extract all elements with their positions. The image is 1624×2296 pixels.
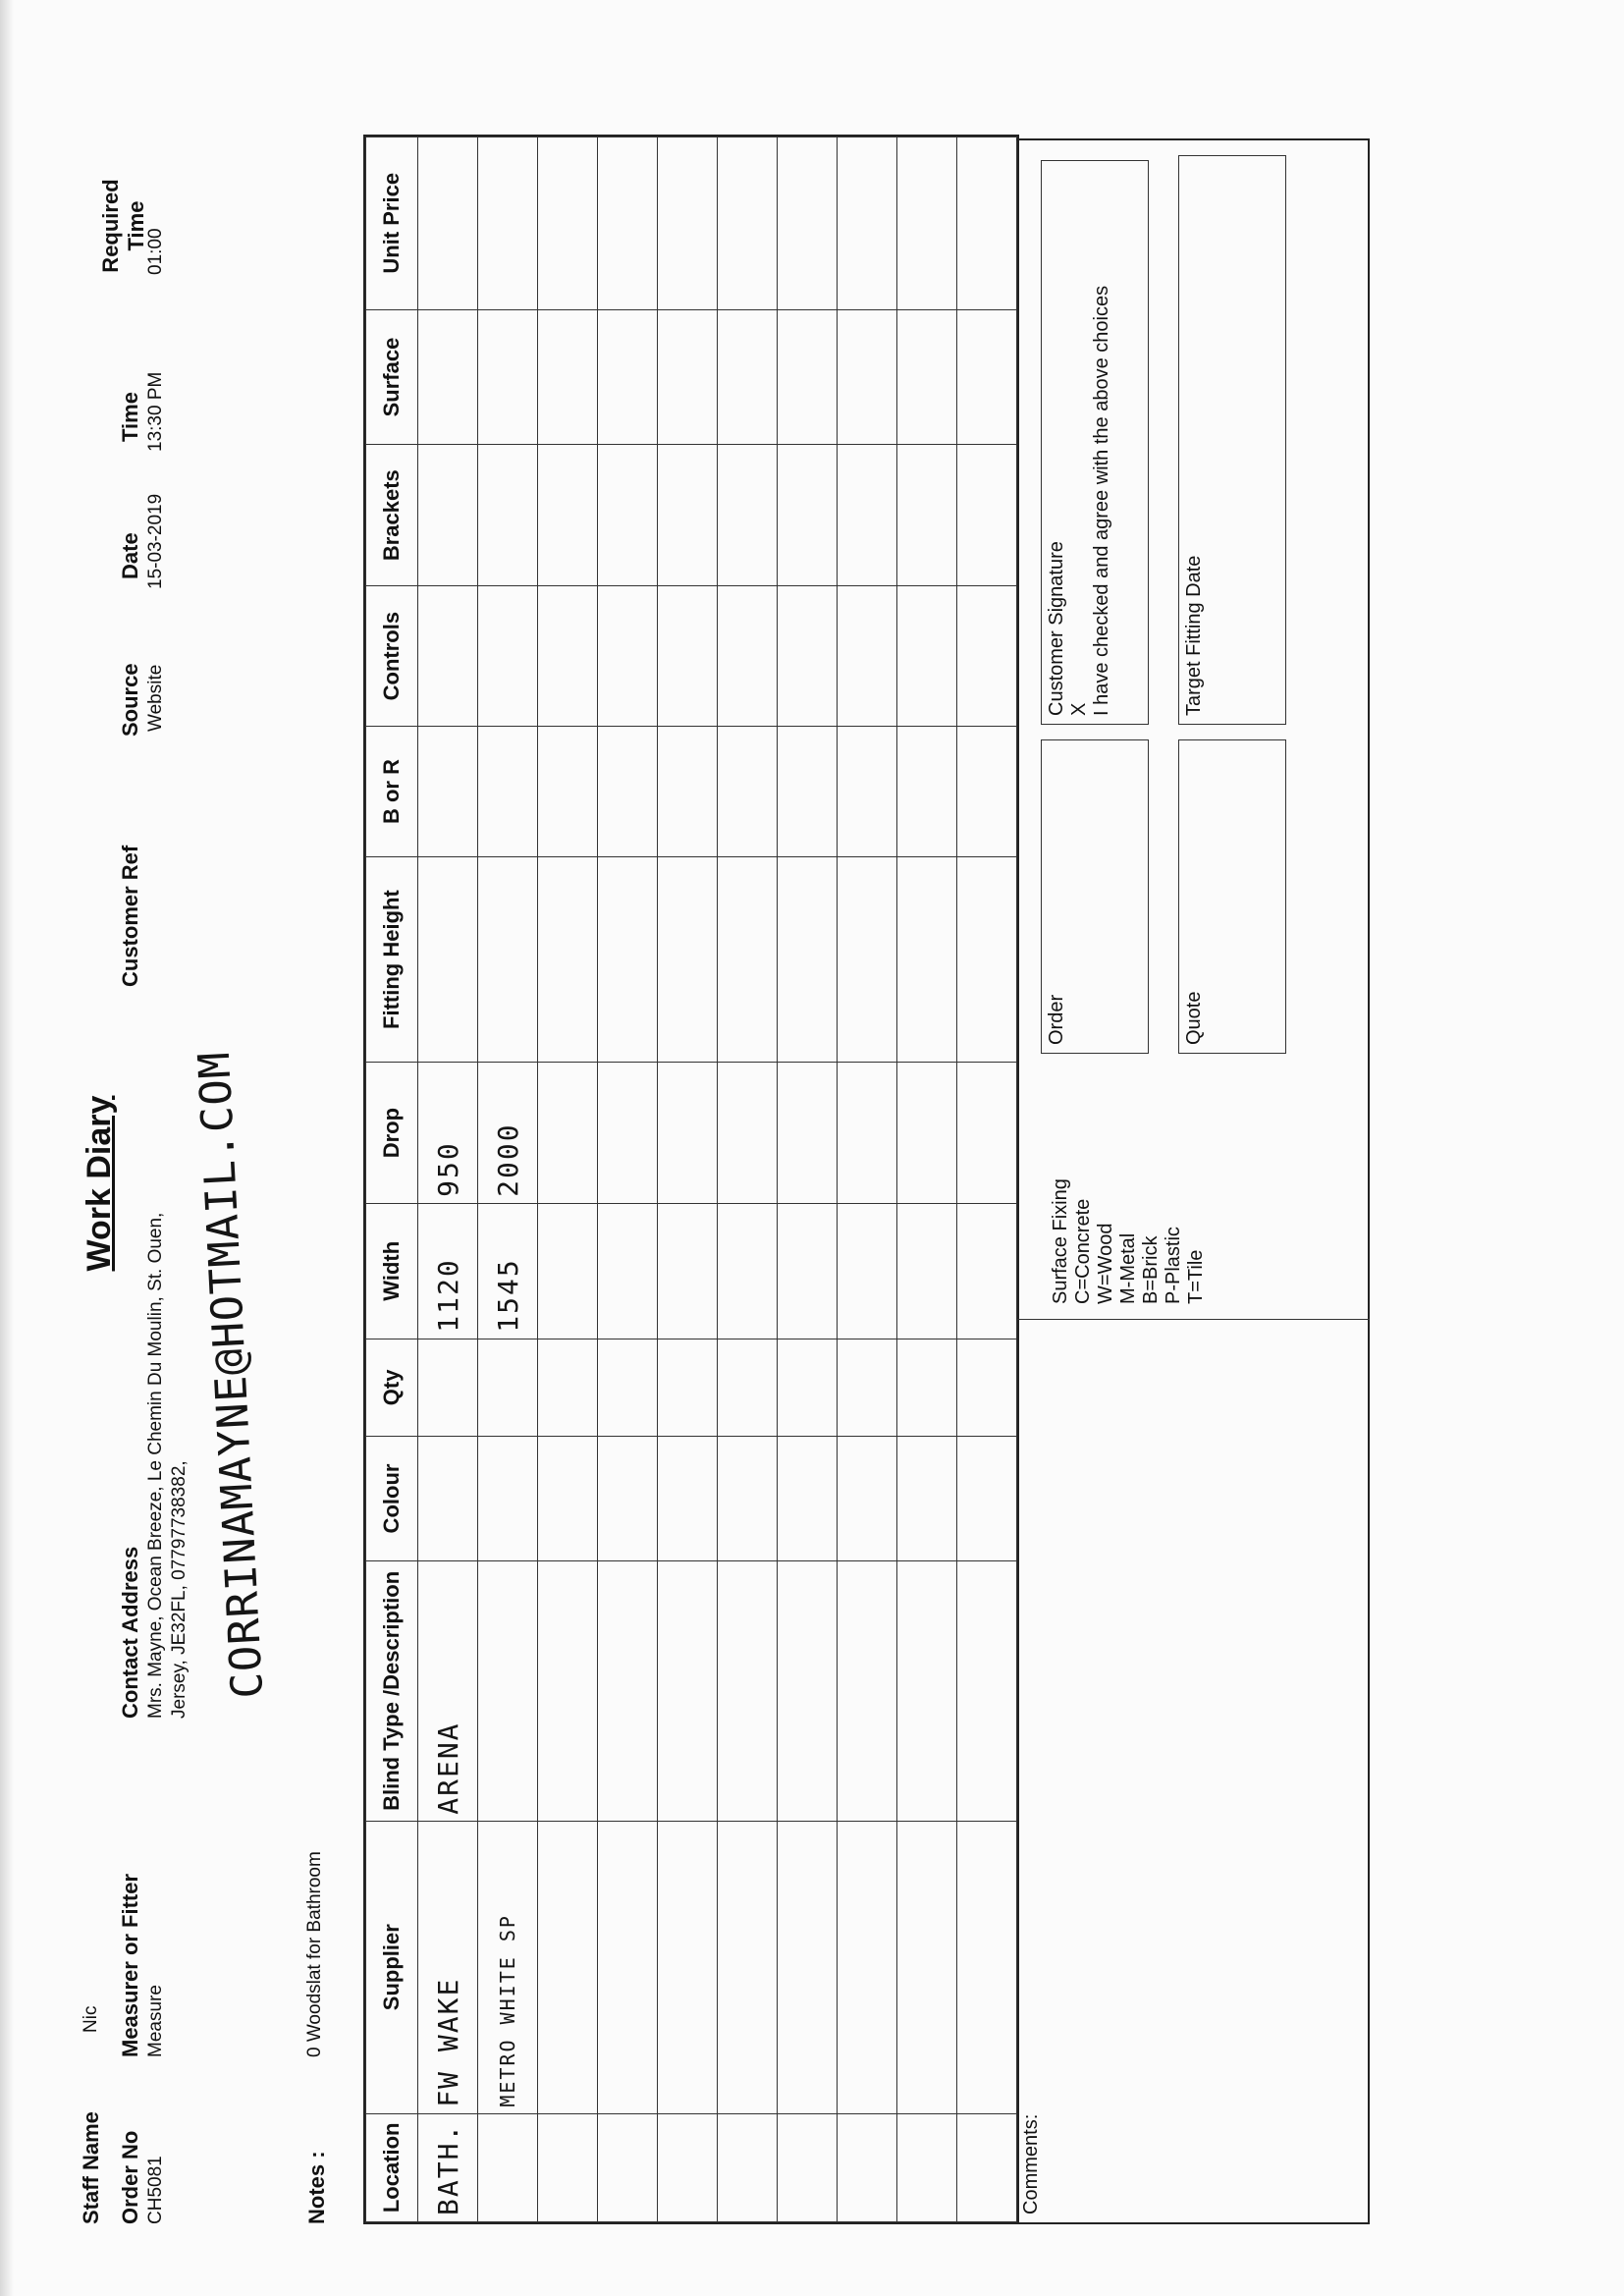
table-cell[interactable] (957, 1560, 1017, 1821)
table-cell[interactable] (538, 445, 598, 585)
contact-address-line1: Mrs. Mayne, Ocean Breeze, Le Chemin Du Moulin, St. Ouen, (145, 1212, 166, 1719)
table-cell[interactable] (718, 137, 778, 310)
table-cell[interactable] (897, 1063, 957, 1203)
table-cell[interactable] (778, 1821, 838, 2113)
table-cell[interactable]: ARENA (418, 1560, 478, 1821)
table-row (658, 137, 718, 2222)
table-cell[interactable] (658, 1821, 718, 2113)
table-cell[interactable] (778, 1063, 838, 1203)
table-cell[interactable] (598, 309, 658, 445)
table-cell[interactable] (838, 727, 897, 856)
table-cell[interactable] (838, 137, 897, 310)
table-cell[interactable] (538, 1063, 598, 1203)
column-header: Width (366, 1203, 418, 1339)
table-row (778, 137, 838, 2222)
order-label: Order (1046, 994, 1067, 1045)
order-no-label: Order No (118, 2130, 142, 2224)
table-cell[interactable] (598, 1063, 658, 1203)
table-cell[interactable] (897, 1203, 957, 1339)
table-cell[interactable] (957, 1063, 1017, 1203)
surface-fixing-legend (1046, 1125, 1291, 1312)
surface-fixing-metal: M-Metal (1117, 1232, 1139, 1304)
table-cell[interactable] (718, 1063, 778, 1203)
table-cell[interactable] (897, 137, 957, 310)
date-value: 15-03-2019 (145, 493, 166, 589)
order-box[interactable] (1041, 739, 1149, 1054)
table-cell[interactable] (598, 727, 658, 856)
column-header: Location (366, 2113, 418, 2221)
table-cell[interactable] (838, 856, 897, 1063)
column-header: Unit Price (366, 137, 418, 310)
table-cell[interactable] (897, 309, 957, 445)
table-cell[interactable]: BATH. (418, 2113, 478, 2221)
table-cell[interactable] (897, 1560, 957, 1821)
table-cell[interactable] (838, 445, 897, 585)
table-cell[interactable]: 2000 (478, 1063, 538, 1203)
table-cell[interactable]: 1120 (418, 1203, 478, 1339)
table-cell[interactable] (838, 2113, 897, 2221)
table-cell[interactable] (897, 1821, 957, 2113)
table-cell[interactable] (897, 727, 957, 856)
table-row (478, 137, 538, 2222)
order-no-value: CH5081 (145, 2156, 166, 2224)
comments-label: Comments: (1020, 2113, 1042, 2214)
column-header: Supplier (366, 1821, 418, 2113)
table-cell[interactable] (838, 1203, 897, 1339)
source-label: Source (118, 663, 142, 737)
column-header: B or R (366, 727, 418, 856)
table-cell[interactable] (718, 1560, 778, 1821)
table-cell[interactable] (658, 1203, 718, 1339)
table-cell[interactable] (418, 856, 478, 1063)
table-cell[interactable] (478, 2113, 538, 2221)
table-cell[interactable] (897, 445, 957, 585)
staff-name-value: Nic (81, 2005, 101, 2033)
signature-mark: X (1068, 702, 1090, 716)
table-cell[interactable] (718, 585, 778, 726)
table-cell[interactable] (957, 137, 1017, 310)
table-cell[interactable] (718, 1339, 778, 1436)
surface-fixing-brick: B=Brick (1140, 1235, 1162, 1304)
surface-fixing-wood: W=Wood (1095, 1223, 1116, 1304)
surface-fixing-tile: T=Tile (1185, 1249, 1207, 1304)
table-cell[interactable] (778, 2113, 838, 2221)
table-cell[interactable] (718, 1203, 778, 1339)
table-cell[interactable] (658, 1339, 718, 1436)
table-cell[interactable] (897, 2113, 957, 2221)
page-title: Work Diary (81, 1095, 118, 1272)
table-cell[interactable] (478, 1560, 538, 1821)
table-cell[interactable] (478, 585, 538, 726)
table-cell[interactable] (418, 445, 478, 585)
column-header: Fitting Height (366, 856, 418, 1063)
table-cell[interactable] (598, 137, 658, 310)
table-cell[interactable] (838, 1437, 897, 1561)
table-cell[interactable] (418, 1437, 478, 1561)
column-header: Blind Type /Description (366, 1560, 418, 1821)
table-cell[interactable] (478, 1437, 538, 1561)
table-cell[interactable] (957, 309, 1017, 445)
table-cell[interactable] (778, 1203, 838, 1339)
table-cell[interactable] (957, 445, 1017, 585)
table-cell[interactable] (957, 727, 1017, 856)
table-cell[interactable] (598, 585, 658, 726)
table-cell[interactable]: 950 (418, 1063, 478, 1203)
table-cell[interactable] (598, 445, 658, 585)
table-cell[interactable] (418, 137, 478, 310)
table-cell[interactable] (718, 1821, 778, 2113)
table-cell[interactable] (598, 856, 658, 1063)
table-cell[interactable] (778, 1560, 838, 1821)
table-cell[interactable] (957, 585, 1017, 726)
table-cell[interactable] (897, 1339, 957, 1436)
table-cell[interactable] (538, 727, 598, 856)
table-cell[interactable] (957, 1437, 1017, 1561)
table-cell[interactable] (598, 1203, 658, 1339)
table-cell[interactable] (897, 1437, 957, 1561)
table-cell[interactable] (658, 856, 718, 1063)
scan-edge-shading (0, 0, 14, 2296)
customer-signature-label: Customer Signature (1046, 541, 1067, 716)
table-cell[interactable] (957, 1339, 1017, 1436)
table-cell[interactable] (658, 1063, 718, 1203)
table-cell[interactable] (897, 856, 957, 1063)
table-cell[interactable] (538, 137, 598, 310)
table-cell[interactable] (598, 1437, 658, 1561)
measurer-label: Measurer or Fitter (118, 1873, 142, 2057)
table-cell[interactable]: METRO WHITE SP (478, 1821, 538, 2113)
contact-address-line2: Jersey, JE32FL, 07797738382, (169, 1460, 189, 1719)
contact-address-label: Contact Address (118, 1546, 142, 1719)
table-cell[interactable] (838, 309, 897, 445)
table-cell[interactable] (538, 309, 598, 445)
table-cell[interactable] (598, 1560, 658, 1821)
table-cell[interactable] (718, 2113, 778, 2221)
table-cell[interactable]: FW WAKE (418, 1821, 478, 2113)
table-row (538, 137, 598, 2222)
notes-label: Notes : (304, 2151, 329, 2224)
target-fitting-date-box[interactable] (1178, 155, 1286, 725)
surface-fixing-plastic: P-Plastic (1163, 1227, 1184, 1304)
line-items-table (363, 135, 1019, 2224)
table-cell[interactable] (778, 1437, 838, 1561)
agreement-text: I have checked and agree with the above choices (1091, 285, 1112, 716)
table-cell[interactable] (778, 445, 838, 585)
table-cell[interactable] (418, 309, 478, 445)
table-cell[interactable] (718, 445, 778, 585)
table-cell[interactable] (658, 445, 718, 585)
customer-signature-box[interactable] (1041, 160, 1149, 725)
table-cell[interactable] (718, 1437, 778, 1561)
table-cell[interactable] (478, 309, 538, 445)
time-label: Time (118, 392, 142, 442)
table-cell[interactable] (538, 2113, 598, 2221)
column-header: Controls (366, 585, 418, 726)
table-cell[interactable] (538, 585, 598, 726)
time-value: 13:30 PM (145, 371, 166, 452)
table-cell[interactable] (778, 137, 838, 310)
table-cell[interactable] (897, 585, 957, 726)
table-cell[interactable] (778, 585, 838, 726)
surface-fixing-concrete: C=Concrete (1072, 1198, 1094, 1304)
table-cell[interactable] (658, 1560, 718, 1821)
table-row (418, 137, 478, 2222)
table-cell[interactable] (957, 1203, 1017, 1339)
table-cell[interactable] (598, 1821, 658, 2113)
table-cell[interactable] (538, 856, 598, 1063)
work-diary-form (59, 128, 1375, 2239)
table-cell[interactable] (658, 1437, 718, 1561)
table-cell[interactable] (778, 1339, 838, 1436)
table-cell[interactable] (478, 856, 538, 1063)
table-cell[interactable] (838, 1560, 897, 1821)
table-cell[interactable] (778, 856, 838, 1063)
table-cell[interactable] (718, 856, 778, 1063)
table-cell[interactable] (598, 2113, 658, 2221)
table-cell[interactable] (478, 1339, 538, 1436)
notes-value: 0 Woodslat for Bathroom (304, 1851, 325, 2057)
comments-area[interactable] (1016, 1319, 1370, 2222)
table-cell[interactable] (538, 1437, 598, 1561)
table-cell[interactable]: 1545 (478, 1203, 538, 1339)
table-cell[interactable] (838, 585, 897, 726)
table-row (897, 137, 957, 2222)
column-header: Surface (366, 309, 418, 445)
required-time-value: 01:00 (145, 228, 166, 275)
table-cell[interactable] (418, 585, 478, 726)
table-cell[interactable] (838, 1821, 897, 2113)
table-cell[interactable] (778, 727, 838, 856)
footer-section (1016, 138, 1370, 2224)
table-cell[interactable] (598, 1339, 658, 1436)
table-cell[interactable] (538, 1560, 598, 1821)
date-label: Date (118, 532, 142, 579)
table-cell[interactable] (658, 137, 718, 310)
measurer-value: Measure (145, 1985, 166, 2057)
table-cell[interactable] (838, 1063, 897, 1203)
column-header: Qty (366, 1339, 418, 1436)
table-cell[interactable] (538, 1339, 598, 1436)
table-cell[interactable] (718, 727, 778, 856)
table-cell[interactable] (957, 856, 1017, 1063)
table-cell[interactable] (478, 727, 538, 856)
column-header: Brackets (366, 445, 418, 585)
source-value: Website (145, 664, 166, 732)
table-cell[interactable] (957, 1821, 1017, 2113)
quote-label: Quote (1183, 991, 1205, 1045)
table-cell[interactable] (478, 445, 538, 585)
table-cell[interactable] (838, 1339, 897, 1436)
table-cell[interactable] (658, 585, 718, 726)
customer-ref-label: Customer Ref (118, 845, 142, 987)
surface-fixing-title: Surface Fixing (1050, 1178, 1071, 1304)
required-time-label: Required Time (98, 179, 148, 273)
table-header-row (366, 137, 418, 2222)
quote-box[interactable] (1178, 739, 1286, 1054)
table-cell[interactable] (418, 1339, 478, 1436)
table-cell[interactable] (778, 309, 838, 445)
table-cell[interactable] (478, 137, 538, 310)
table-row (838, 137, 897, 2222)
table-row (957, 137, 1017, 2222)
handwritten-email: CORRINAMAYNE@HOTMAIL.COM (189, 1050, 274, 1700)
column-header: Drop (366, 1063, 418, 1203)
table-cell[interactable] (658, 309, 718, 445)
table-cell[interactable] (957, 2113, 1017, 2221)
table-cell[interactable] (418, 727, 478, 856)
table-cell[interactable] (538, 1203, 598, 1339)
table-cell[interactable] (538, 1821, 598, 2113)
staff-name-label: Staff Name (79, 2111, 103, 2224)
target-fitting-date-label: Target Fitting Date (1183, 555, 1205, 716)
table-cell[interactable] (718, 309, 778, 445)
column-header: Colour (366, 1437, 418, 1561)
table-cell[interactable] (658, 727, 718, 856)
table-cell[interactable] (658, 2113, 718, 2221)
table-row (598, 137, 658, 2222)
table-row (718, 137, 778, 2222)
